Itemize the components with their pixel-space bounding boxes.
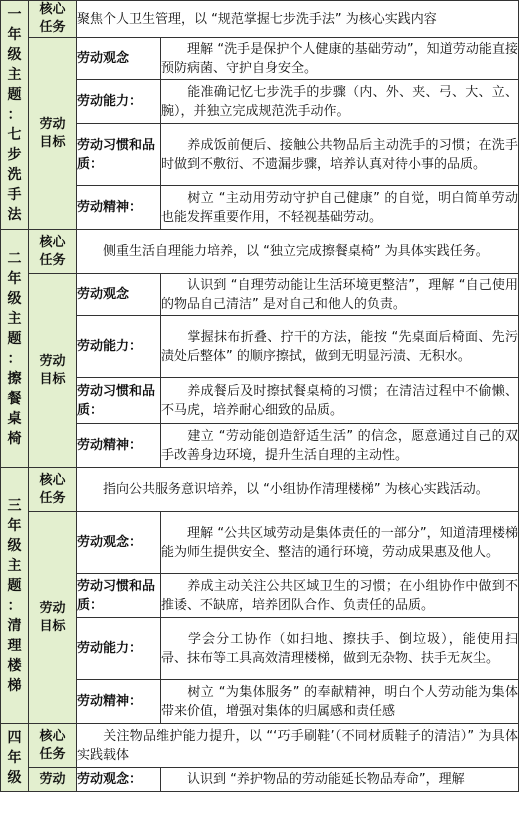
grade1-goal-text-1-span: 理解 “洗手是保护个人健康的基础劳动”，知道劳动能直接预防病菌、守护自身安全。 [161, 41, 518, 76]
grade3-goal-label-2: 劳动习惯和品质： [77, 574, 161, 618]
grade4-goal-row [1, 768, 519, 792]
grade3-goal-text-4-span: 树立 “为集体服务” 的奉献精神，明白个人劳动能为集体带来价值，增强对集体的归属感和责任感 [161, 684, 518, 719]
grade2-goal-text-3 [161, 378, 519, 424]
grade1-goal-label-text: 劳动目标 [39, 116, 66, 150]
grade3-title [1, 468, 29, 724]
grade3-core-label [29, 468, 77, 512]
grade2-title-text: 二年级主题：擦餐桌椅 [7, 250, 22, 447]
grade1-core-row [1, 1, 519, 38]
grade2-goal-text-4-span: 建立 “劳动能创造舒适生活” 的信念，愿意通过自己的双手改善身边环境，提升生活自理的主动性。 [161, 428, 518, 463]
grade2-goal-label-1: 劳动观念 [77, 274, 161, 316]
grade1-core-label [29, 1, 77, 38]
grade2-core-label [29, 230, 77, 274]
grade3-core-row [1, 468, 519, 512]
grade1-core-label-text: 核心任务 [39, 2, 66, 35]
grade2-goal-row [1, 378, 519, 424]
grade4-goal-label-text: 劳动 [39, 771, 66, 787]
grade2-goal-text-3-span: 养成餐后及时擦拭餐桌椅的习惯；在清洁过程中不偷懒、不马虎，培养耐心细致的品质。 [161, 383, 518, 418]
grade3-goal-text-3 [161, 618, 519, 680]
grade2-goal-label-3: 劳动习惯和品质： [77, 378, 161, 424]
grade3-goal-text-1-span: 理解 “公共区域劳动是集体责任的一部分”，知道清理楼梯能为师生提供安全、整洁的通行环境，劳动成果惠及他人。 [161, 525, 518, 560]
grade4-core-text [77, 724, 519, 768]
grade1-goal-text-2 [161, 80, 519, 124]
grade4-goal-text-1-span: 认识到 “养护物品的劳动能延长物品寿命”，理解 [187, 772, 465, 787]
grade3-core-text [77, 468, 519, 512]
grade2-goal-text-1-span: 认识到 “自理劳动能让生活环境更整洁”，理解 “自己使用的物品自己清洁” 是对自己和他人的负责。 [161, 277, 518, 312]
grade1-goal-text-4 [161, 186, 519, 230]
grade1-goal-text-3 [161, 124, 519, 186]
grade3-goal-label-3: 劳动能力： [77, 618, 161, 680]
grade2-goal-label [29, 274, 77, 468]
grade1-goal-text-2-span: 能准确记忆七步洗手的步骤（内、外、夹、弓、大、立、腕），并独立完成规范洗手动作。 [161, 84, 518, 119]
grade1-goal-label [29, 38, 77, 230]
grade1-goal-text-4-span: 树立 “主动用劳动守护自己健康” 的自觉，明白简单劳动也能发挥重要作用，不轻视基础劳动。 [161, 190, 518, 225]
grade2-goal-text-4 [161, 424, 519, 468]
grade2-goal-label-2: 劳动能力： [77, 316, 161, 378]
grade1-goal-row [1, 38, 519, 80]
grade1-goal-label-1: 劳动观念 [77, 38, 161, 80]
grade3-goal-row [1, 574, 519, 618]
grade4-core-label [29, 724, 77, 768]
grade1-goal-row [1, 186, 519, 230]
grade1-goal-label-4: 劳动精神： [77, 186, 161, 230]
grade2-core-text-span: 侧重生活自理能力培养，以 “独立完成擦餐桌椅” 为具体实践任务。 [103, 244, 489, 259]
grade4-title-text: 四年级 [7, 729, 22, 786]
grade2-goal-label-text: 劳动目标 [39, 353, 66, 387]
grade4-goal-label [29, 768, 77, 792]
grade1-title [1, 1, 29, 230]
grade4-core-label-text: 核心任务 [39, 728, 66, 762]
grade3-goal-text-2-span: 养成主动关注公共区域卫生的习惯；在小组协作中做到不推诿、不缺席，培养团队合作、负责任的品质。 [161, 578, 518, 613]
grade3-goal-label-1: 劳动观念： [77, 512, 161, 574]
grade3-goal-row [1, 680, 519, 724]
grade2-core-label-text: 核心任务 [39, 234, 66, 268]
grade3-goal-text-4 [161, 680, 519, 724]
grade1-goal-text-3-span: 养成饭前便后、接触公共物品后主动洗手的习惯；在洗手时做到不敷衍、不遗漏步骤，培养认真对待小事的品质。 [161, 137, 518, 172]
grade4-core-text-span: 关注物品维护能力提升，以 “‘巧手刷鞋’（不同材质鞋子的清洁）” 为具体实践载体 [77, 728, 518, 763]
grade3-goal-row [1, 618, 519, 680]
grade2-goal-row [1, 424, 519, 468]
grade1-goal-row [1, 80, 519, 124]
grade1-goal-label-3: 劳动习惯和品质： [77, 124, 161, 186]
grade2-core-text [77, 230, 519, 274]
grade4-core-row [1, 724, 519, 768]
grade3-goal-label-text: 劳动目标 [39, 600, 66, 634]
grade3-title-text: 三年级主题：清理楼梯 [7, 497, 22, 694]
grade4-goal-label-1: 劳动观念： [77, 768, 161, 792]
grade3-goal-label [29, 512, 77, 724]
grade3-goal-row [1, 512, 519, 574]
grade1-core-text: 聚焦个人卫生管理，以 “规范掌握七步洗手法” 为核心实践内容 [77, 1, 519, 38]
grade1-goal-row [1, 124, 519, 186]
grade2-goal-row [1, 274, 519, 316]
grade3-goal-text-1 [161, 512, 519, 574]
grade3-core-label-text: 核心任务 [39, 472, 66, 506]
grade2-title [1, 230, 29, 468]
grade2-goal-label-4: 劳动精神： [77, 424, 161, 468]
grade1-goal-text-1 [161, 38, 519, 80]
grade3-goal-text-3-span: 学会分工协作（如扫地、擦扶手、倒垃圾），能使用扫帚、抹布等工具高效清理楼梯，做到无杂物、扶手无灰尘。 [161, 631, 518, 666]
grade2-goal-text-1 [161, 274, 519, 316]
grade2-goal-text-2-span: 掌握抹布折叠、拧干的方法，能按 “先桌面后椅面、先污渍处后整体” 的顺序擦拭，做到无明显污渍、无积水。 [161, 329, 518, 364]
grade2-core-row [1, 230, 519, 274]
grade4-goal-text-1 [161, 768, 519, 792]
grade4-title [1, 724, 29, 792]
grade3-core-text-span: 指向公共服务意识培养，以 “小组协作清理楼梯” 为核心实践活动。 [103, 482, 489, 497]
grade1-title-text: 一年级主题：七步洗手法 [7, 7, 22, 223]
grade2-goal-row [1, 316, 519, 378]
grade1-goal-label-2: 劳动能力： [77, 80, 161, 124]
grade3-goal-label-4: 劳动精神： [77, 680, 161, 724]
grade2-goal-text-2 [161, 316, 519, 378]
grade3-goal-text-2 [161, 574, 519, 618]
